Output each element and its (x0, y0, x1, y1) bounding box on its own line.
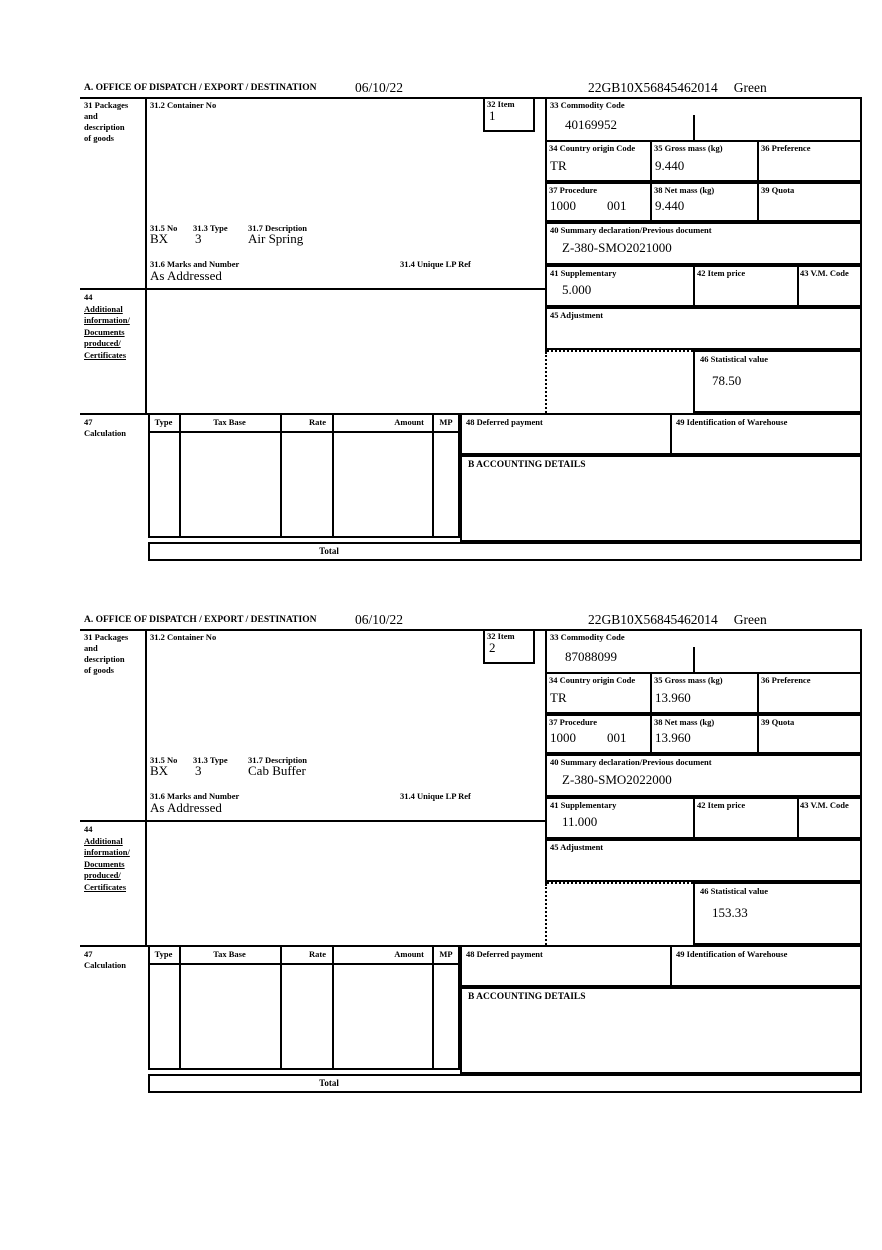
box41-label: 41 Supplementary (550, 268, 617, 278)
tax-header-mp: MP (439, 949, 453, 959)
declaration-reference (588, 81, 767, 95)
tax-header-tax-base: Tax Base (213, 417, 246, 427)
package-type-value: 3 (195, 763, 202, 778)
box37-label: 37 Procedure (549, 717, 598, 727)
box31-label (84, 100, 128, 144)
package-no-value: BX (150, 763, 169, 778)
declaration-reference (588, 613, 767, 627)
marks-and-number-value: As Addressed (150, 268, 222, 283)
box31-2-label: 31.2 Container No (150, 100, 217, 110)
dispatch-date: 06/10/22 (355, 612, 404, 627)
box43-label: 43 V.M. Code (800, 268, 849, 278)
box37-label: 37 Procedure (549, 185, 598, 195)
box46-label: 46 Statistical value (700, 354, 768, 364)
ucr-number: 22GB10X56845462014 (588, 612, 718, 627)
routing-status: Green (733, 80, 767, 95)
box47-number: 47 (84, 417, 93, 427)
box41-label: 41 Supplementary (550, 800, 617, 810)
statistical-value: 153.33 (712, 905, 748, 920)
procedure-code-value: 001 (607, 730, 627, 745)
box48-label: 48 Deferred payment (466, 417, 543, 427)
box31-7-label: 31.7 Description (248, 755, 308, 765)
box45-label: 45 Adjustment (550, 842, 604, 852)
box44-label-line: produced/ (84, 338, 121, 348)
package-type-value: 3 (195, 231, 202, 246)
accounting-details-label: B ACCOUNTING DETAILS (468, 460, 586, 470)
total-label: Total (319, 1078, 339, 1088)
adjustment-dotted-top (547, 350, 693, 352)
marks-and-number-value: As Addressed (150, 800, 222, 815)
item-number-value: 2 (489, 640, 496, 655)
box44-label (84, 292, 130, 361)
box46-label: 46 Statistical value (700, 886, 768, 896)
box40-label: 40 Summary declaration/Previous document (550, 225, 712, 235)
box43-label: 43 V.M. Code (800, 800, 849, 810)
country-origin-value: TR (550, 158, 567, 173)
box47-label-line: Calculation (84, 428, 127, 438)
box33-label: 33 Commodity Code (550, 100, 625, 110)
net-mass-value: 13.960 (655, 730, 691, 745)
adjustment-dotted-left (545, 352, 547, 413)
box42-label: 42 Item price (697, 268, 746, 278)
box39-label: 39 Quota (761, 185, 795, 195)
box31-label-line: and (84, 111, 98, 121)
box31-label-line: 31 Packages (84, 632, 129, 642)
declaration-section-1 (0, 80, 882, 565)
procedure-value: 1000 (550, 198, 576, 213)
box44-label-line: information/ (84, 847, 130, 857)
box31-6-label: 31.6 Marks and Number (150, 259, 240, 269)
box35-label: 35 Gross mass (kg) (654, 675, 723, 685)
item-number-value: 1 (489, 108, 496, 123)
goods-description-value: Air Spring (248, 231, 304, 246)
tax-header-rate: Rate (309, 417, 326, 427)
label-column-divider (145, 629, 147, 947)
net-mass-value: 9.440 (655, 198, 685, 213)
gross-mass-value: 9.440 (655, 158, 685, 173)
declaration-section-2 (0, 612, 882, 1097)
tax-header-type: Type (154, 417, 173, 427)
box44-label-line: produced/ (84, 870, 121, 880)
box44-label-line: Certificates (84, 349, 127, 360)
box39-label: 39 Quota (761, 717, 795, 727)
box31-label (84, 632, 128, 676)
box47-number: 47 (84, 949, 93, 959)
box31-label-line: and (84, 643, 98, 653)
box44-label-line: Certificates (84, 881, 127, 892)
commodity-code-value: 87088099 (565, 649, 617, 664)
gross-mass-value: 13.960 (655, 690, 691, 705)
procedure-value: 1000 (550, 730, 576, 745)
office-of-dispatch-label: A. OFFICE OF DISPATCH / EXPORT / DESTINATION (84, 615, 317, 625)
tax-header-type: Type (154, 949, 173, 959)
commodity-code-divider (693, 647, 695, 672)
box44-top-border (80, 820, 547, 822)
accounting-details-label: B ACCOUNTING DETAILS (468, 992, 586, 1002)
total-label: Total (319, 546, 339, 556)
box44-number: 44 (84, 824, 93, 834)
label-column-divider (145, 97, 147, 415)
box33-label: 33 Commodity Code (550, 632, 625, 642)
previous-document-value: Z-380-SMO2022000 (562, 772, 672, 787)
box47-label (84, 949, 126, 971)
box36-label: 36 Preference (761, 675, 811, 685)
box31-4-label: 31.4 Unique LP Ref (400, 791, 471, 801)
box44-label-line: Documents (84, 326, 125, 337)
box44-label-line: Additional (84, 303, 123, 314)
box31-3-label: 31.3 Type (193, 223, 228, 233)
package-no-value: BX (150, 231, 169, 246)
supplementary-value: 5.000 (562, 282, 592, 297)
box31-5-label: 31.5 No (150, 223, 178, 233)
box31-label-line: of goods (84, 133, 114, 143)
box44-label-line: information/ (84, 315, 130, 325)
box31-6-label: 31.6 Marks and Number (150, 791, 240, 801)
routing-status: Green (733, 612, 767, 627)
tax-header-tax-base: Tax Base (213, 949, 246, 959)
box38-label: 38 Net mass (kg) (654, 717, 715, 727)
box47-label (84, 417, 126, 439)
box35-label: 35 Gross mass (kg) (654, 143, 723, 153)
box31-3-label: 31.3 Type (193, 755, 228, 765)
commodity-code-divider (693, 115, 695, 140)
box44-label-line: Documents (84, 858, 125, 869)
statistical-value: 78.50 (712, 373, 742, 388)
tax-table-header-underline (148, 431, 460, 433)
box32-label: 32 Item (487, 631, 515, 641)
commodity-code-value: 40169952 (565, 117, 617, 132)
box40-label: 40 Summary declaration/Previous document (550, 757, 712, 767)
office-of-dispatch-label: A. OFFICE OF DISPATCH / EXPORT / DESTINATION (84, 83, 317, 93)
box34-label: 34 Country origin Code (549, 143, 636, 153)
box31-label-line: of goods (84, 665, 114, 675)
goods-description-value: Cab Buffer (248, 763, 306, 778)
tax-header-amount: Amount (394, 417, 424, 427)
box31-2-label: 31.2 Container No (150, 632, 217, 642)
box31-4-label: 31.4 Unique LP Ref (400, 259, 471, 269)
tax-table-header-underline (148, 963, 460, 965)
box44-number: 44 (84, 292, 93, 302)
box49-label: 49 Identification of Warehouse (676, 417, 788, 427)
box31-label-line: 31 Packages (84, 100, 129, 110)
box42-label: 42 Item price (697, 800, 746, 810)
box36-label: 36 Preference (761, 143, 811, 153)
ucr-number: 22GB10X56845462014 (588, 80, 718, 95)
box47-label-line: Calculation (84, 960, 127, 970)
box31-label-line: description (84, 654, 125, 664)
box49-label: 49 Identification of Warehouse (676, 949, 788, 959)
tax-header-amount: Amount (394, 949, 424, 959)
country-origin-value: TR (550, 690, 567, 705)
box34-label: 34 Country origin Code (549, 675, 636, 685)
box38-label: 38 Net mass (kg) (654, 185, 715, 195)
box31-label-line: description (84, 122, 125, 132)
procedure-code-value: 001 (607, 198, 627, 213)
tax-header-rate: Rate (309, 949, 326, 959)
box44-label (84, 824, 130, 893)
tax-header-mp: MP (439, 417, 453, 427)
box31-5-label: 31.5 No (150, 755, 178, 765)
previous-document-value: Z-380-SMO2021000 (562, 240, 672, 255)
supplementary-value: 11.000 (562, 814, 598, 829)
adjustment-dotted-top (547, 882, 693, 884)
box45-label: 45 Adjustment (550, 310, 604, 320)
box48-label: 48 Deferred payment (466, 949, 543, 959)
box44-top-border (80, 288, 547, 290)
box31-7-label: 31.7 Description (248, 223, 308, 233)
box32-label: 32 Item (487, 99, 515, 109)
dispatch-date: 06/10/22 (355, 80, 404, 95)
adjustment-dotted-left (545, 884, 547, 945)
box44-label-line: Additional (84, 835, 123, 846)
